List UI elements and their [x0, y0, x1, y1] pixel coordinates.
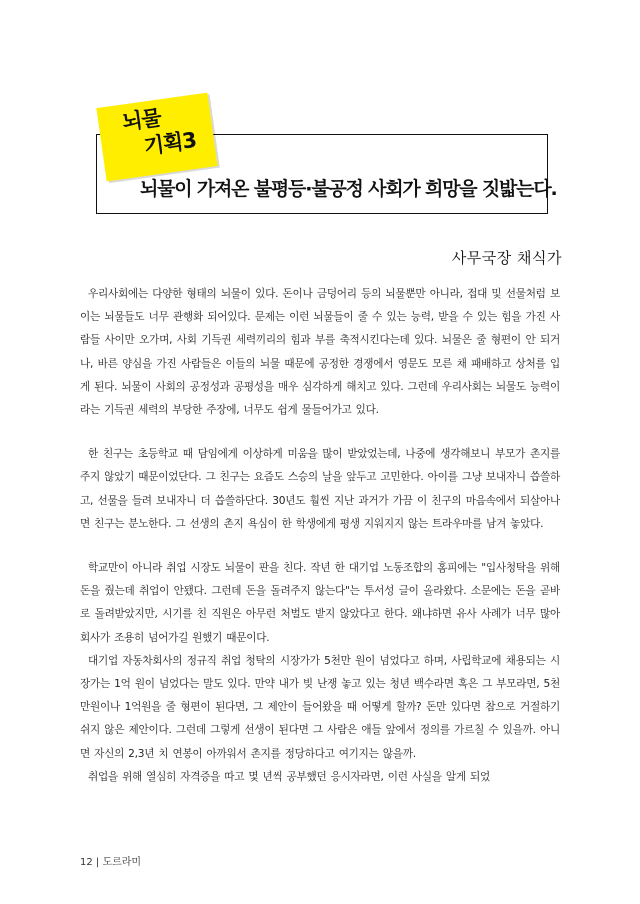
article-body	[80, 283, 560, 810]
badge-line-2: 기획3	[142, 127, 198, 159]
paragraph: 학교만이 아니라 취업 시장도 뇌물이 판을 친다. 작년 한 대기업 노동조합의 홈피에는 "입사청탁을 위해 돈을 줬는데 취업이 안됐다. 그런데 돈을 돌려주지 않는다"는 투서성 글이 올라왔다. 소문에는 돈을 곧바로 돌려받았지만, 시기를 친 직원은 아무런 처벌도 받지 않았다고 한다. 왜냐하면 유사 사례가 너무 많아 회사가 조용히 넘어가길 원했기 때문이다.	[80, 562, 560, 644]
page-footer: 12 | 도르라미	[80, 857, 142, 868]
paragraph: 한 친구는 초등학교 때 담임에게 이상하게 미움을 많이 받았었는데, 나중에 생각해보니 부모가 촌지를 주지 않았기 때문이었단다. 그 친구는 요즘도 스승의 날을 앞두고 고민한다. 아이를 그냥 보내자니 씁쓸하고, 선물을 들려 보내자니 더 씁쓸하단다. 30년도 훨씬 지난 과거가 가끔 이 친구의 마음속에서 되살아나면 친구는 분노한다. 그 선생의 촌지 욕심이 한 학생에게 평생 지워지지 않는 트라우마를 남겨 놓았다.	[80, 448, 560, 530]
paragraph: 우리사회에는 다양한 형태의 뇌물이 있다. 돈이나 금덩어리 등의 뇌물뿐만 아니라, 접대 및 선물처럼 보이는 뇌물들도 너무 관행화 되어있다. 문제는 이런 뇌물들이 줄 수 있는 능력, 받을 수 있는 힘을 가진 사람들 사이만 오가며, 사회 기득권 세력끼리의 힘과 부를 축적시킨다는데 있다. 뇌물은 줄 형편이 안 되거나, 바른 양심을 가진 사람들은 이들의 뇌물 때문에 공정한 경쟁에서 영문도 모른 채 패배하고 상처를 입게 된다. 뇌물이 사회의 공정성과 공평성을 매우 심각하게 해치고 있다. 그런데 우리사회는 뇌물도 능력이라는 기득권 세력의 부당한 주장에, 너무도 쉽게 물들어가고 있다.	[80, 288, 560, 417]
paragraph: 대기업 자동차회사의 정규직 취업 청탁의 시장가가 5천만 원이 넘었다고 하며, 사립학교에 채용되는 시장가는 1억 원이 넘었다는 말도 있다. 만약 내가 빚 난쟁 놓고 있는 청년 백수라면 혹은 그 부모라면, 5천만원이나 1억원을 줄 형편이 된다면, 그 제안이 들어왔을 때 어떻게 할까? 돈만 있다면 참으로 거절하기 쉬지 않은 제안이다. 그런데 그렇게 선생이 된다면 그 사람은 애들 앞에서 정의를 가르칠 수 있을까. 아니면 자신의 2,3년 치 연봉이 아까워서 촌지를 정당하다고 여기지는 않을까.	[80, 654, 560, 760]
badge-line-1: 뇌물	[120, 105, 163, 135]
article-author: 사무국장 채식가	[451, 249, 562, 267]
paragraph: 취업을 위해 열심히 자격증을 따고 몇 년씩 공부했던 응시자라면, 이런 사실을 알게 되었	[88, 770, 490, 783]
article-headline: 뇌물이 가져온 불평등·불공정 사회가 희망을 짓밟는다.	[140, 178, 557, 200]
